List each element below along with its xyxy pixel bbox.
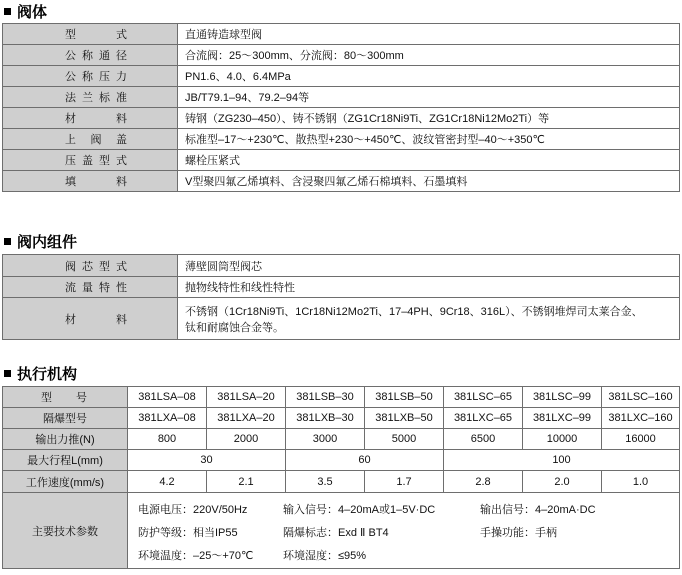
square-bullet-icon (4, 8, 11, 15)
model-cell: 381LSC–99 (523, 387, 602, 408)
label-char: 料 (116, 176, 127, 188)
value-cell (178, 298, 680, 340)
cell-label (65, 110, 127, 126)
spec-protection: 防护等级：相当IP55 (138, 526, 238, 539)
table-row (3, 129, 680, 150)
model-cell: 381LSA–20 (207, 387, 286, 408)
thrust-cell: 6500 (444, 429, 523, 450)
stroke-cell: 60 (286, 450, 444, 471)
cell-label (65, 279, 127, 295)
value-cell: 直通铸造球型阀 (178, 24, 680, 45)
cell-label (41, 389, 87, 405)
label-char: 量 (82, 282, 93, 294)
model-cell: 381LXA–08 (128, 408, 207, 429)
model-cell: 381LXB–30 (286, 408, 365, 429)
label-char: 通 (99, 50, 110, 62)
cell-label (65, 258, 127, 274)
value-cell: 螺栓压紧式 (178, 150, 680, 171)
table-row (3, 277, 680, 298)
thrust-cell: 800 (128, 429, 207, 450)
model-cell: 381LXB–50 (365, 408, 444, 429)
table-row (3, 87, 680, 108)
spec-explosion: 隔爆标志：Exd Ⅱ BT4 (283, 526, 389, 539)
speed-row (3, 471, 680, 493)
label-char: 公 (65, 71, 76, 83)
valve-internals-table (2, 254, 680, 340)
label-cell (3, 277, 178, 298)
model-cell: 381LSC–160 (602, 387, 680, 408)
label-char: 力 (116, 71, 127, 83)
label-char: 称 (82, 71, 93, 83)
label-char: 料 (116, 113, 127, 125)
label-char: 型 (99, 260, 110, 273)
speed-cell: 1.0 (602, 471, 680, 493)
actuator-title: 执行机构 (4, 364, 77, 382)
label-char: 阀 (65, 260, 76, 273)
value-cell: 薄壁圆筒型阀芯 (178, 255, 680, 277)
value-line: 不锈钢（1Cr18Ni9Ti、1Cr18Ni12Mo2Ti、17–4PH、9Cr18、316L）、不锈钢堆焊司太莱合金、 (185, 305, 643, 318)
label-char: 兰 (82, 92, 93, 104)
spec-power: 电源电压：220V/50Hz (138, 503, 248, 516)
thrust-cell: 10000 (523, 429, 602, 450)
label-cell: 工作速度(mm/s) (3, 471, 128, 493)
square-bullet-icon (4, 370, 11, 377)
thrust-cell: 2000 (207, 429, 286, 450)
table-row (3, 45, 680, 66)
label-char: 型 (41, 392, 52, 404)
speed-cell: 2.8 (444, 471, 523, 493)
label-char: 盖 (116, 134, 127, 146)
table-row (3, 150, 680, 171)
valve-body-table (2, 23, 680, 192)
label-cell (3, 45, 178, 66)
label-char: 法 (65, 92, 76, 104)
label-char: 流 (65, 282, 76, 294)
table-row (3, 108, 680, 129)
label-char: 式 (116, 29, 127, 41)
value-cell: 抛物线特性和线性特性 (178, 277, 680, 298)
label-char: 阀 (90, 134, 102, 146)
model-cell: 381LXC–65 (444, 408, 523, 429)
speed-cell: 4.2 (128, 471, 207, 493)
label-cell: 最大行程L(mm) (3, 450, 128, 471)
table-row (3, 24, 680, 45)
actuator-table (2, 386, 680, 569)
cell-label (65, 68, 127, 84)
value-cell: V型聚四氟乙烯填料、含浸聚四氟乙烯石棉填料、石墨填料 (178, 171, 680, 192)
model-row (3, 387, 680, 408)
speed-cell: 2.0 (523, 471, 602, 493)
spec-output: 输出信号：4–20mA·DC (480, 503, 596, 516)
value-cell: 铸钢（ZG230–450）、铸不锈钢（ZG1Cr18Ni9Ti、ZG1Cr18Ni12Mo2Ti）等 (178, 108, 680, 129)
label-char: 称 (82, 50, 93, 62)
table-row (3, 255, 680, 277)
value-cell: JB/T79.1–94、79.2–94等 (178, 87, 680, 108)
label-char: 上 (65, 134, 76, 146)
label-char: 标 (99, 92, 110, 104)
explosion-model-row (3, 408, 680, 429)
cell-label (65, 131, 127, 147)
label-char: 盖 (82, 155, 93, 167)
table-row (3, 171, 680, 192)
speed-cell: 2.1 (207, 471, 286, 493)
cell-label (65, 152, 127, 168)
model-cell: 381LSB–50 (365, 387, 444, 408)
value-cell: PN1.6、4.0、6.4MPa (178, 66, 680, 87)
label-char: 压 (65, 155, 76, 167)
model-cell: 381LXC–160 (602, 408, 680, 429)
valve-body-title: 阀体 (4, 2, 47, 20)
label-cell (3, 171, 178, 192)
cell-label (65, 47, 127, 63)
label-char: 式 (116, 155, 127, 167)
value-cell: 合流阀：25～300mm、分流阀：80～300mm (178, 45, 680, 66)
label-cell (3, 129, 178, 150)
tech-params-cell (128, 493, 680, 569)
label-cell (3, 24, 178, 45)
label-char: 材 (65, 113, 76, 125)
label-cell: 隔爆型号 (3, 408, 128, 429)
label-cell (3, 87, 178, 108)
table-row (3, 66, 680, 87)
model-cell: 381LXA–20 (207, 408, 286, 429)
label-char: 填 (65, 176, 76, 188)
label-char: 料 (116, 313, 127, 326)
cell-label (65, 89, 127, 105)
label-cell (3, 108, 178, 129)
thrust-row (3, 429, 680, 450)
tech-params-row (3, 493, 680, 569)
label-cell: 输出力推(N) (3, 429, 128, 450)
thrust-cell: 3000 (286, 429, 365, 450)
label-char: 材 (65, 313, 76, 326)
label-cell (3, 387, 128, 408)
label-char: 公 (65, 50, 76, 62)
cell-label (65, 173, 127, 189)
cell-label (65, 311, 127, 327)
label-char: 准 (116, 92, 127, 104)
value-line: 钛和耐腐蚀合金等。 (185, 321, 284, 334)
model-cell: 381LSC–65 (444, 387, 523, 408)
thrust-cell: 5000 (365, 429, 444, 450)
label-cell (3, 66, 178, 87)
label-char: 芯 (82, 260, 93, 273)
valve-internals-title: 阀内组件 (4, 232, 77, 250)
label-cell (3, 255, 178, 277)
stroke-cell: 100 (444, 450, 680, 471)
spec-temperature: 环境温度：–25～+70℃ (138, 549, 254, 562)
label-cell (3, 150, 178, 171)
label-char: 径 (116, 50, 127, 62)
speed-cell: 3.5 (286, 471, 365, 493)
square-bullet-icon (4, 238, 11, 245)
cell-label (65, 26, 127, 42)
spec-manual: 手操功能：手柄 (480, 526, 557, 539)
label-char: 号 (76, 392, 87, 404)
speed-cell: 1.7 (365, 471, 444, 493)
label-char: 型 (99, 155, 110, 167)
table-row (3, 298, 680, 340)
label-char: 特 (99, 282, 110, 294)
thrust-cell: 16000 (602, 429, 680, 450)
label-char: 型 (65, 29, 76, 41)
label-cell: 主要技术参数 (3, 493, 128, 569)
model-cell: 381LSA–08 (128, 387, 207, 408)
stroke-cell: 30 (128, 450, 286, 471)
stroke-row (3, 450, 680, 471)
label-char: 性 (116, 282, 127, 294)
label-char: 式 (116, 260, 127, 273)
model-cell: 381LXC–99 (523, 408, 602, 429)
label-char: 压 (99, 71, 110, 83)
model-cell: 381LSB–30 (286, 387, 365, 408)
label-cell (3, 298, 178, 340)
spec-input: 输入信号：4–20mA或1–5V·DC (283, 503, 436, 516)
value-cell: 标准型–17～+230℃、散热型+230～+450℃、波纹管密封型–40～+350℃ (178, 129, 680, 150)
spec-humidity: 环境湿度：≤95% (283, 549, 367, 562)
